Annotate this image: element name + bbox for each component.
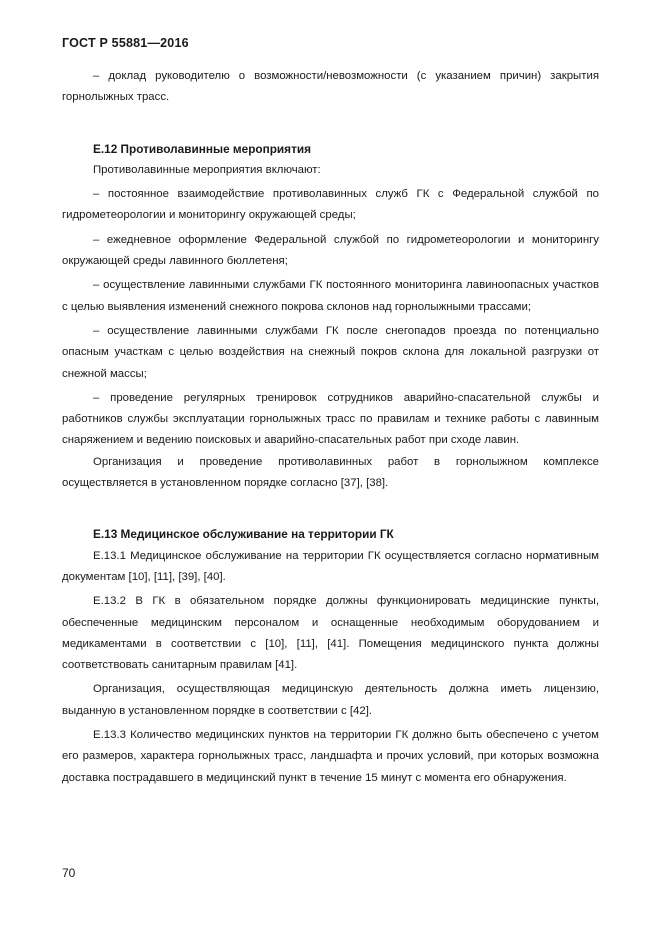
paragraph: Е.13.3 Количество медицинских пунктов на территории ГК должно быть обеспечено с учетом его размеров, характера горнолыжных трасс, ландшафта и прочих условий, при которых возможна доставка пострадавшего в медицинский пункт в течение 15 минут с момента его обнаружения. xyxy=(62,729,599,784)
paragraph: Организация, осуществляющая медицинскую деятельность должна иметь лицензию, выданную в установленном порядке в соответствии с [42]. xyxy=(62,683,599,717)
paragraph: Е.13.2 В ГК в обязательном порядке должны функционировать медицинские пункты, обеспеченные медицинским персоналом и оснащенные необходимым оборудованием и медикаментами в соответствии с [10], [11], [41]. Помещения медицинского пункта должны соответствовать санитарным правилам [41]. xyxy=(62,595,599,672)
list-item: – осуществление лавинными службами ГК после снегопадов проезда по потенциально опасным участкам с целью воздействия на снежный покров склона для локальной разгрузки от снежной массы; xyxy=(62,324,599,380)
section-heading-e13: Е.13 Медицинское обслуживание на территории ГК xyxy=(93,527,394,542)
list-item: – проведение регулярных тренировок сотрудников аварийно-спасательной службы и работников службы эксплуатации горнолыжных трасс по правилам и технике работы с лавинным снаряжением и ведению поисковых и аварийно-спасательных работ при сходе лавин. xyxy=(62,391,599,447)
section-heading-e12: Е.12 Противолавинные мероприятия xyxy=(93,141,311,156)
document-body xyxy=(62,66,599,789)
paragraph: Организация и проведение противолавинных работ в горнолыжном комплексе осуществляется в установленном порядке согласно [37], [38]. xyxy=(62,455,599,490)
list-item: – осуществление лавинными службами ГК постоянного мониторинга лавиноопасных участков с целью выявления изменений снежного покрова склонов над горнолыжными трассами; xyxy=(62,279,599,313)
document-header: ГОСТ Р 55881—2016 xyxy=(62,36,189,50)
paragraph-lead: Противолавинные мероприятия включают: xyxy=(93,163,321,176)
paragraph: Е.13.1 Медицинское обслуживание на территории ГК осуществляется согласно нормативным документам [10], [11], [39], [40]. xyxy=(62,549,599,583)
page-number: 70 xyxy=(62,866,76,880)
list-item: – ежедневное оформление Федеральной службой по гидрометеорологии и мониторингу окружающей среды лавинного бюллетеня; xyxy=(62,233,599,268)
list-item: – постоянное взаимодействие противолавинных служб ГК с Федеральной службой по гидрометеорологии и мониторингу окружающей среды; xyxy=(62,188,599,222)
paragraph: – доклад руководителю о возможности/невозможности (с указанием причин) закрытия горнолыжных трасс. xyxy=(62,70,599,104)
